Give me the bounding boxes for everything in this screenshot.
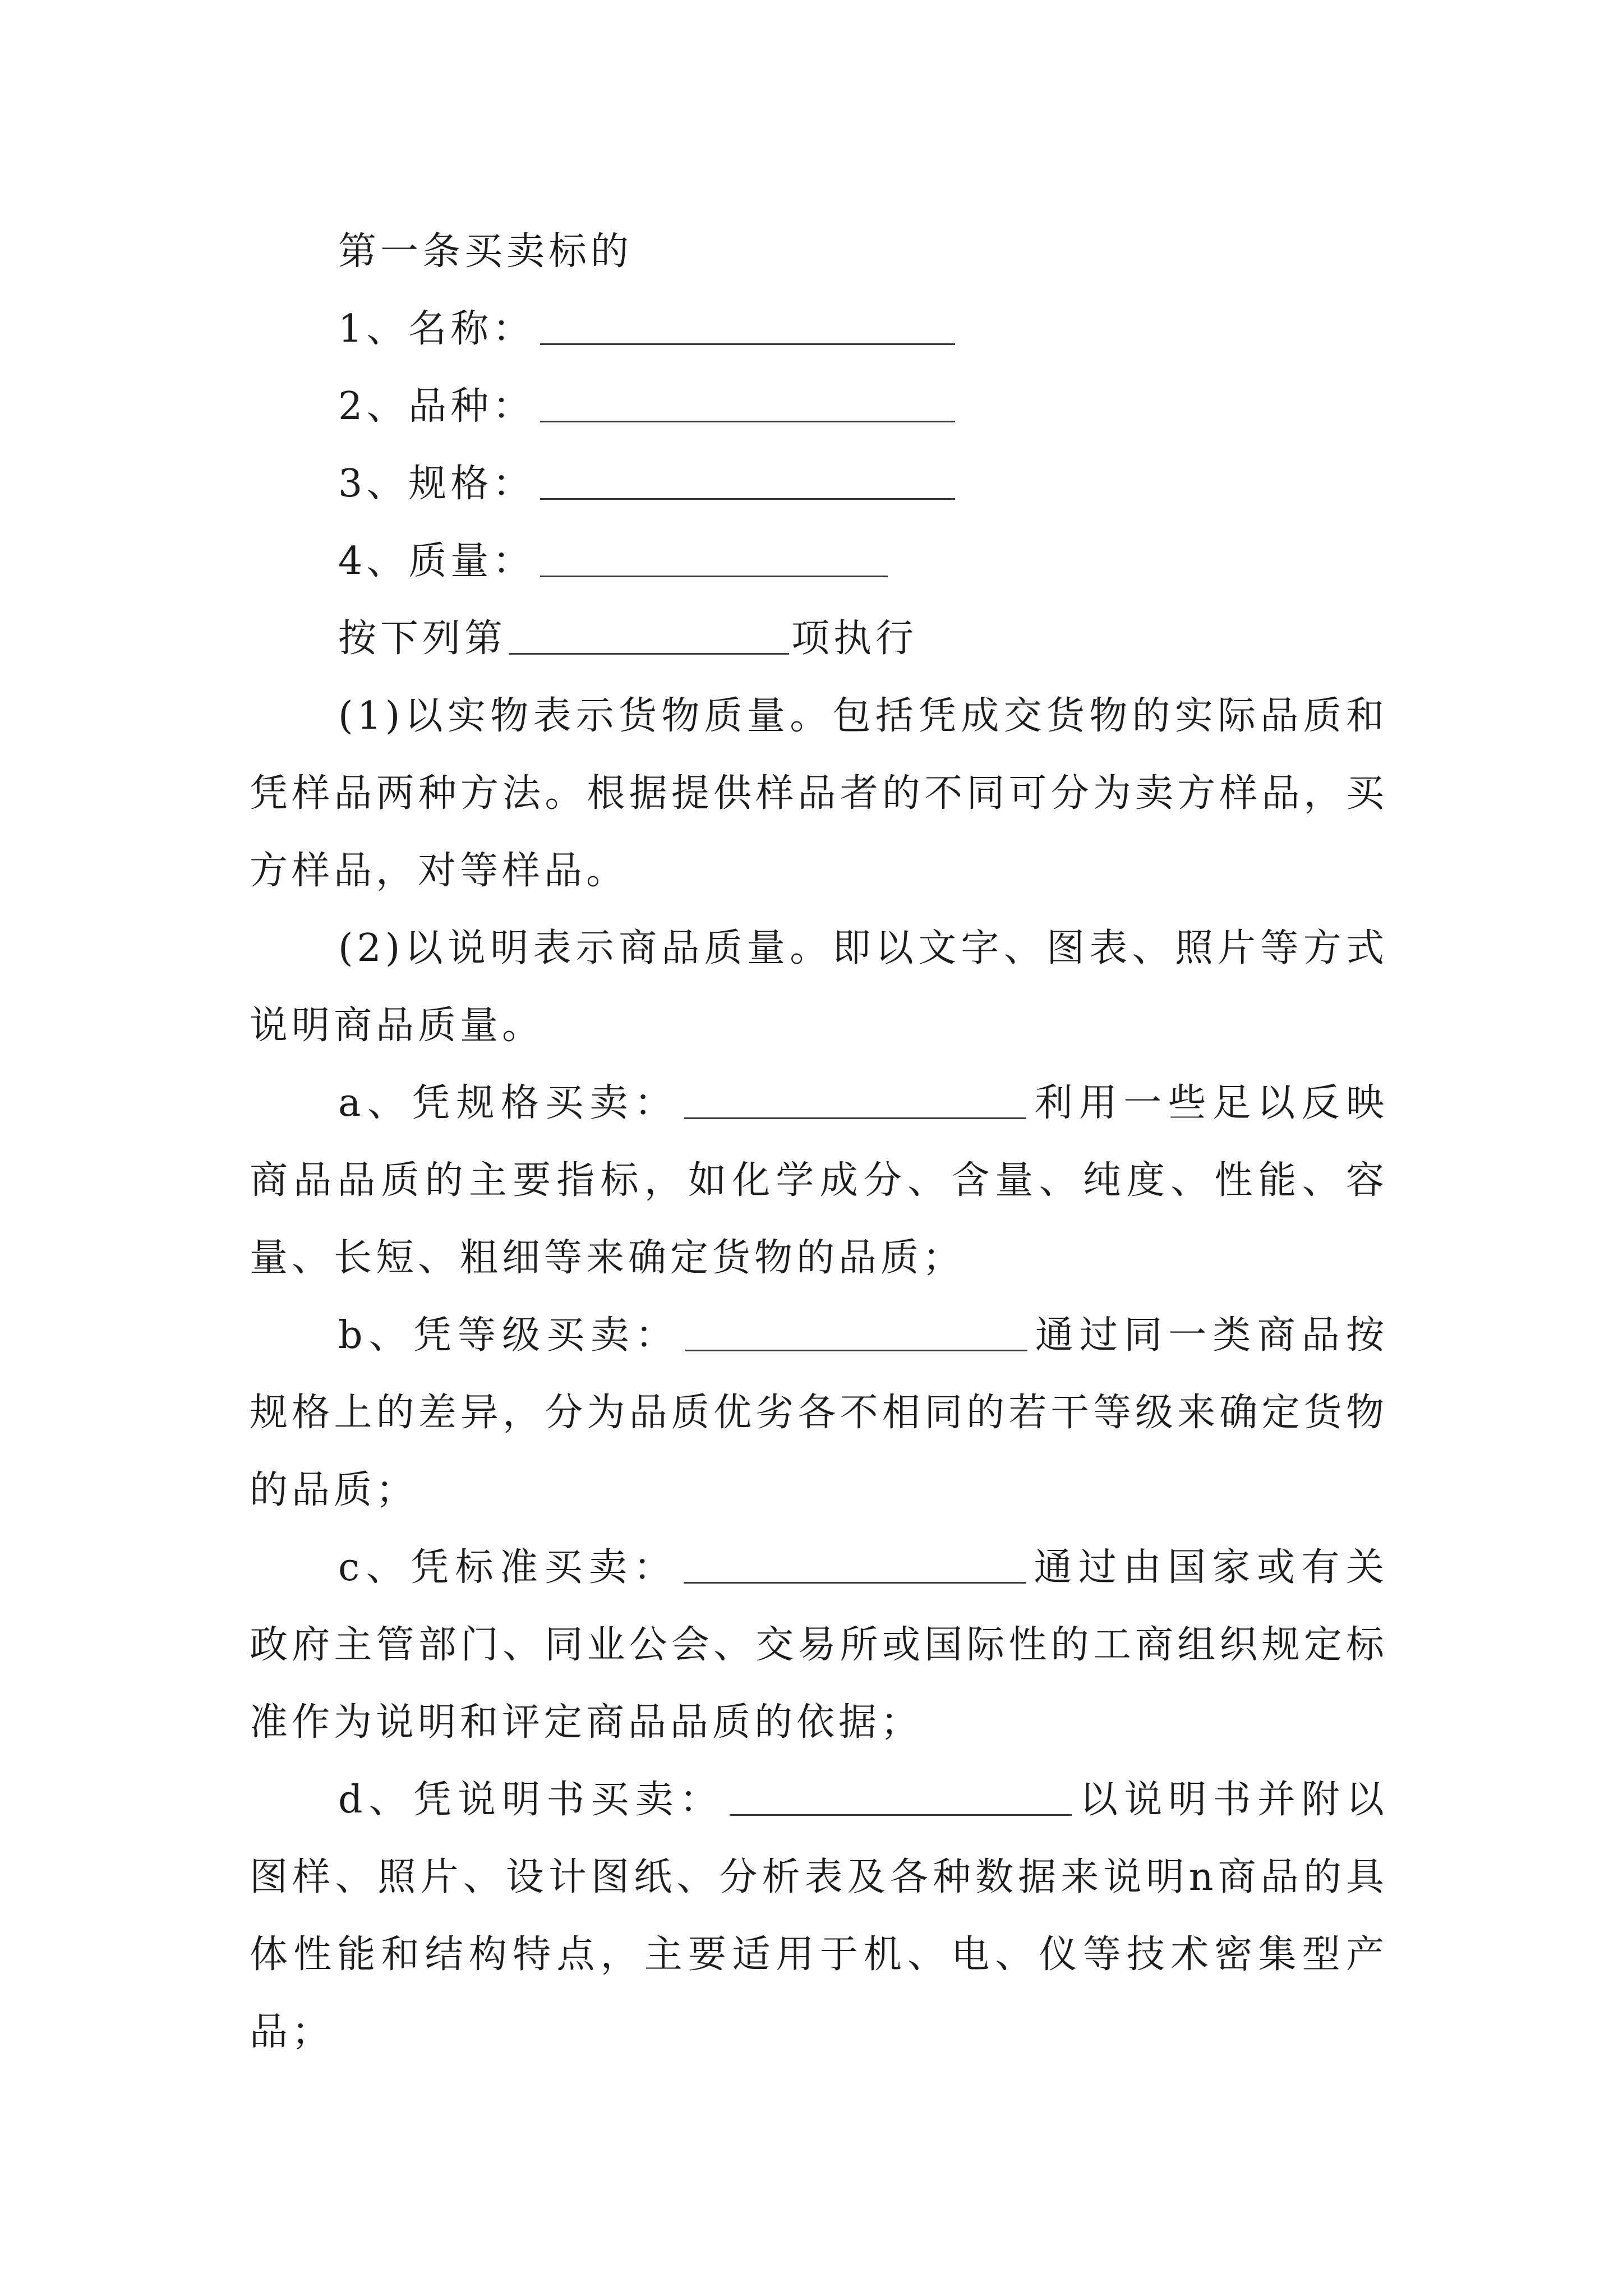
field-name [250, 291, 1388, 368]
sub-item-b-blank[interactable] [685, 1315, 1027, 1351]
item-physical-quality: (1)以实物表示货物质量。包括凭成交货物的实际品质和凭样品两种方法。根据提供样品者的不同可分为卖方样品，买方样品，对等样品。 [250, 694, 1388, 893]
sub-item-b-text: 通过同一类商品按规格上的差异，分为品质优劣各不相同的若干等级来确定货物的品质； [250, 1313, 1388, 1512]
field-variety [250, 368, 1388, 445]
execute-item-blank[interactable] [509, 618, 789, 655]
sub-item-a-label: a、凭规格买卖： [338, 1081, 679, 1125]
field-spec [250, 445, 1388, 523]
field-quality-label: 4、质量： [338, 539, 535, 583]
sub-item-d-text: 以说明书并附以图样、照片、设计图纸、分析表及各种数据来说明n商品的具体性能和结构特点，主要适用于机、电、仪等技术密集型产品； [250, 1778, 1388, 2054]
sub-item-a-text: 利用一些足以反映商品品质的主要指标，如化学成分、含量、纯度、性能、容量、长短、粗细等来确定货物的品质； [250, 1081, 1388, 1280]
article-heading: 第一条买卖标的 [338, 229, 633, 274]
sub-item-c [250, 1529, 1388, 1761]
execute-line [250, 600, 1388, 678]
sub-item-c-text: 通过由国家或有关政府主管部门、同业公会、交易所或国际性的工商组织规定标准作为说明和评定商品品质的依据； [250, 1545, 1388, 1745]
sub-item-d [250, 1761, 1388, 2071]
sub-item-d-label: d、凭说明书买卖： [338, 1778, 724, 1822]
field-spec-label: 3、规格： [338, 462, 535, 506]
sub-item-c-label: c、凭标准买卖： [338, 1545, 679, 1590]
field-quality-blank[interactable] [540, 541, 888, 577]
sub-item-b [250, 1297, 1388, 1529]
sub-item-b-label: b、凭等级买卖： [338, 1313, 680, 1358]
sub-item-a [250, 1065, 1388, 1297]
field-name-label: 1、名称： [338, 307, 535, 351]
execute-prefix: 按下列第 [338, 616, 507, 661]
item-described-quality: (2)以说明表示商品质量。即以文字、图表、照片等方式说明商品质量。 [250, 926, 1388, 1048]
field-quality [250, 523, 1388, 600]
field-variety-label: 2、品种： [338, 384, 535, 429]
sub-item-a-blank[interactable] [684, 1083, 1026, 1119]
sub-item-d-blank[interactable] [730, 1779, 1072, 1816]
sub-item-c-blank[interactable] [684, 1547, 1026, 1584]
field-variety-blank[interactable] [540, 386, 955, 422]
field-name-blank[interactable] [540, 309, 955, 345]
field-spec-blank[interactable] [540, 463, 955, 500]
execute-suffix: 项执行 [791, 616, 918, 661]
document-page [250, 213, 1388, 2071]
